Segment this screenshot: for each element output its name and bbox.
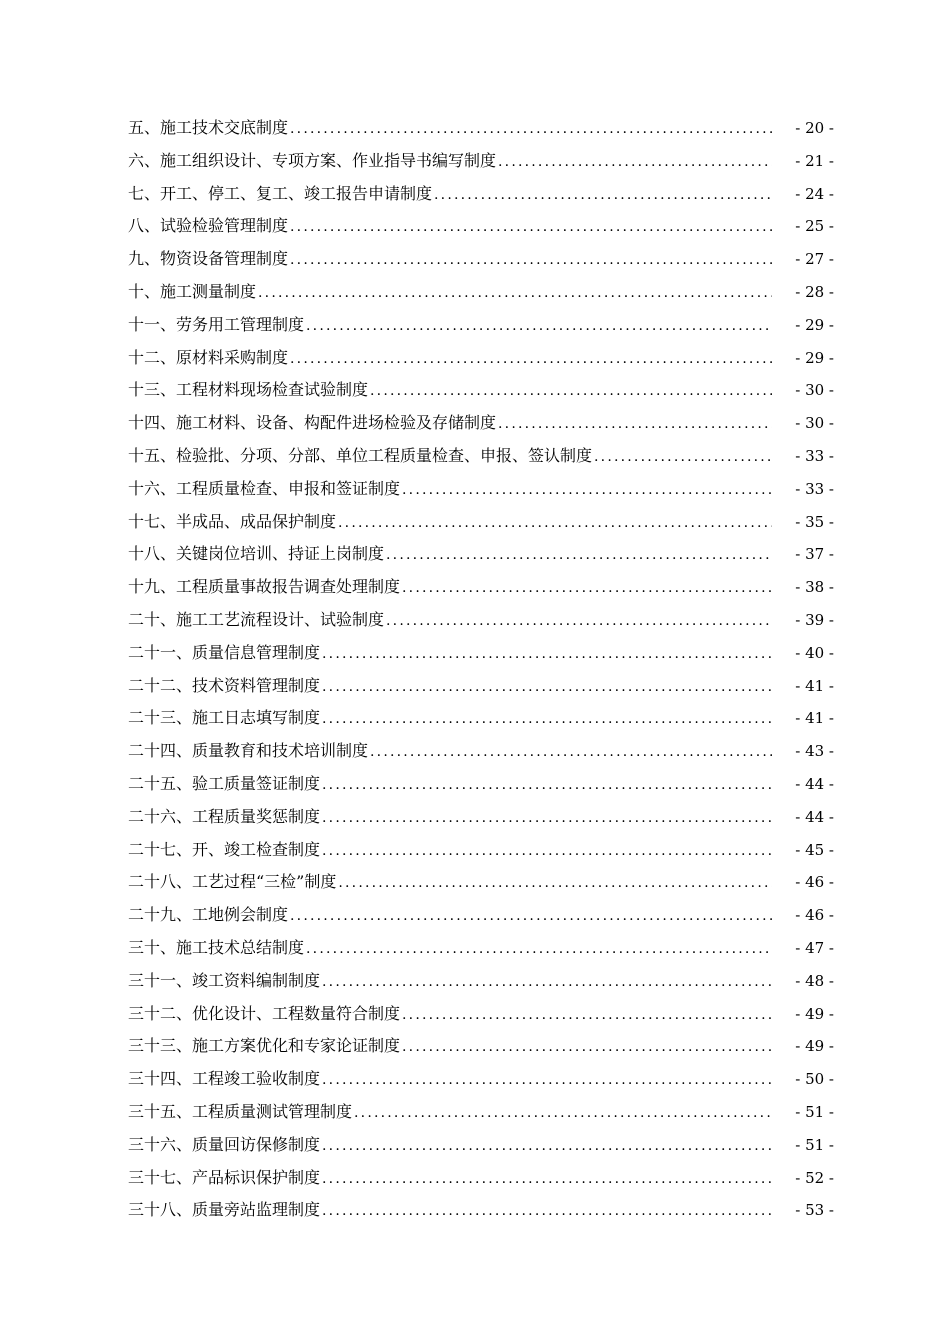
toc-entry[interactable] xyxy=(128,735,834,768)
toc-entry[interactable] xyxy=(128,276,834,309)
toc-entry[interactable] xyxy=(128,342,834,375)
toc-dot-leader xyxy=(338,867,772,899)
toc-entry[interactable] xyxy=(128,178,834,211)
toc-entry-title: 三十一、竣工资料编制制度 xyxy=(128,970,321,990)
toc-entry-title: 三十二、优化设计、工程数量符合制度 xyxy=(128,1003,401,1023)
toc-entry-page-number: - 45 - xyxy=(795,840,834,859)
toc-entry-title: 七、开工、停工、复工、竣工报告申请制度 xyxy=(128,183,433,203)
toc-dot-leader xyxy=(290,113,772,145)
toc-entry-title: 十三、工程材料现场检查试验制度 xyxy=(128,380,369,400)
toc-entry-page-number: - 39 - xyxy=(795,610,834,629)
toc-entry-title: 二十八、工艺过程“三检”制度 xyxy=(128,872,337,892)
toc-dot-leader xyxy=(322,835,772,867)
toc-entry-title: 十、施工测量制度 xyxy=(128,281,257,301)
toc-entry-title: 三十四、工程竣工验收制度 xyxy=(128,1069,321,1089)
toc-dot-leader xyxy=(386,605,772,637)
toc-entry-page-number: - 50 - xyxy=(795,1070,834,1089)
toc-entry[interactable] xyxy=(128,899,834,932)
toc-entry-title: 三十六、质量回访保修制度 xyxy=(128,1134,321,1154)
toc-entry[interactable] xyxy=(128,768,834,801)
toc-entry[interactable] xyxy=(128,309,834,342)
toc-dot-leader xyxy=(322,1195,772,1227)
toc-dot-leader xyxy=(322,671,772,703)
toc-entry-title: 十七、半成品、成品保护制度 xyxy=(128,511,337,531)
toc-dot-leader xyxy=(370,736,772,768)
toc-entry-page-number: - 52 - xyxy=(795,1168,834,1187)
toc-entry-page-number: - 25 - xyxy=(795,217,834,236)
toc-entry-page-number: - 46 - xyxy=(795,906,834,925)
toc-entry-title: 二十二、技术资料管理制度 xyxy=(128,675,321,695)
toc-dot-leader xyxy=(322,769,772,801)
toc-entry-title: 二十九、工地例会制度 xyxy=(128,905,289,925)
toc-entry[interactable] xyxy=(128,1030,834,1063)
toc-entry-page-number: - 47 - xyxy=(795,938,834,957)
toc-entry[interactable] xyxy=(128,407,834,440)
toc-entry-title: 二十四、质量教育和技术培训制度 xyxy=(128,741,369,761)
toc-entry-title: 十五、检验批、分项、分部、单位工程质量检查、申报、签认制度 xyxy=(128,445,593,465)
toc-entry[interactable] xyxy=(128,637,834,670)
toc-dot-leader xyxy=(322,1163,772,1195)
toc-entry-title: 十二、原材料采购制度 xyxy=(128,347,289,367)
toc-dot-leader xyxy=(258,277,772,309)
toc-entry-page-number: - 27 - xyxy=(795,250,834,269)
toc-entry-page-number: - 41 - xyxy=(795,676,834,695)
toc-entry[interactable] xyxy=(128,1194,834,1227)
toc-dot-leader xyxy=(402,999,772,1031)
toc-entry-title: 十九、工程质量事故报告调查处理制度 xyxy=(128,577,401,597)
toc-entry-title: 三十五、工程质量测试管理制度 xyxy=(128,1101,353,1121)
toc-entry[interactable] xyxy=(128,145,834,178)
toc-entry-title: 二十一、质量信息管理制度 xyxy=(128,642,321,662)
toc-entry-title: 二十三、施工日志填写制度 xyxy=(128,708,321,728)
toc-entry-title: 十一、劳务用工管理制度 xyxy=(128,314,305,334)
toc-dot-leader xyxy=(498,408,772,440)
toc-entry[interactable] xyxy=(128,834,834,867)
toc-entry[interactable] xyxy=(128,932,834,965)
toc-dot-leader xyxy=(338,507,772,539)
table-of-contents xyxy=(128,112,834,1227)
toc-dot-leader xyxy=(306,933,772,965)
toc-entry-page-number: - 21 - xyxy=(795,151,834,170)
toc-dot-leader xyxy=(290,244,772,276)
toc-entry-page-number: - 29 - xyxy=(795,315,834,334)
toc-entry-title: 十四、施工材料、设备、构配件进场检验及存储制度 xyxy=(128,413,497,433)
toc-entry-page-number: - 46 - xyxy=(795,873,834,892)
toc-entry-page-number: - 30 - xyxy=(795,381,834,400)
toc-entry-title: 二十七、开、竣工检查制度 xyxy=(128,839,321,859)
toc-entry-page-number: - 33 - xyxy=(795,446,834,465)
toc-entry[interactable] xyxy=(128,1129,834,1162)
toc-dot-leader xyxy=(594,441,772,473)
toc-entry-page-number: - 30 - xyxy=(795,414,834,433)
toc-entry-page-number: - 44 - xyxy=(795,774,834,793)
toc-entry[interactable] xyxy=(128,801,834,834)
toc-entry-title: 二十六、工程质量奖惩制度 xyxy=(128,806,321,826)
toc-entry[interactable] xyxy=(128,1162,834,1195)
toc-entry[interactable] xyxy=(128,965,834,998)
toc-entry-page-number: - 41 - xyxy=(795,709,834,728)
toc-dot-leader xyxy=(370,375,772,407)
toc-entry[interactable] xyxy=(128,374,834,407)
toc-entry-page-number: - 33 - xyxy=(795,479,834,498)
toc-dot-leader xyxy=(290,211,772,243)
toc-dot-leader xyxy=(290,343,772,375)
toc-entry[interactable] xyxy=(128,440,834,473)
toc-entry-page-number: - 35 - xyxy=(795,512,834,531)
toc-entry-page-number: - 38 - xyxy=(795,578,834,597)
toc-dot-leader xyxy=(402,1031,772,1063)
toc-entry-page-number: - 28 - xyxy=(795,282,834,301)
toc-entry[interactable] xyxy=(128,1063,834,1096)
toc-entry-title: 三十、施工技术总结制度 xyxy=(128,937,305,957)
toc-entry-page-number: - 48 - xyxy=(795,971,834,990)
toc-dot-leader xyxy=(322,966,772,998)
toc-entry-page-number: - 24 - xyxy=(795,184,834,203)
toc-entry-title: 二十五、验工质量签证制度 xyxy=(128,773,321,793)
toc-entry-page-number: - 43 - xyxy=(795,742,834,761)
toc-dot-leader xyxy=(434,179,772,211)
toc-entry[interactable] xyxy=(128,702,834,735)
toc-entry-title: 六、施工组织设计、专项方案、作业指导书编写制度 xyxy=(128,150,497,170)
toc-dot-leader xyxy=(402,572,772,604)
toc-entry[interactable] xyxy=(128,538,834,571)
toc-entry[interactable] xyxy=(128,210,834,243)
toc-dot-leader xyxy=(322,802,772,834)
toc-entry-title: 三十七、产品标识保护制度 xyxy=(128,1167,321,1187)
toc-entry-page-number: - 40 - xyxy=(795,643,834,662)
toc-dot-leader xyxy=(402,474,772,506)
toc-entry[interactable] xyxy=(128,866,834,899)
toc-entry-page-number: - 49 - xyxy=(795,1004,834,1023)
toc-entry-page-number: - 49 - xyxy=(795,1037,834,1056)
toc-entry[interactable] xyxy=(128,604,834,637)
toc-entry[interactable] xyxy=(128,243,834,276)
toc-entry-page-number: - 37 - xyxy=(795,545,834,564)
toc-entry-title: 三十八、质量旁站监理制度 xyxy=(128,1200,321,1220)
toc-dot-leader xyxy=(498,146,772,178)
toc-dot-leader xyxy=(322,1130,772,1162)
toc-entry-title: 十六、工程质量检查、申报和签证制度 xyxy=(128,478,401,498)
toc-entry-page-number: - 53 - xyxy=(795,1201,834,1220)
toc-dot-leader xyxy=(386,539,772,571)
toc-entry-page-number: - 29 - xyxy=(795,348,834,367)
toc-entry-title: 五、施工技术交底制度 xyxy=(128,118,289,137)
toc-entry[interactable] xyxy=(128,670,834,703)
toc-entry-title: 三十三、施工方案优化和专家论证制度 xyxy=(128,1036,401,1056)
toc-entry-title: 八、试验检验管理制度 xyxy=(128,216,289,236)
toc-entry-title: 二十、施工工艺流程设计、试验制度 xyxy=(128,609,385,629)
toc-entry-title: 十八、关键岗位培训、持证上岗制度 xyxy=(128,544,385,564)
toc-entry-page-number: - 20 - xyxy=(795,119,834,137)
toc-entry-title: 九、物资设备管理制度 xyxy=(128,249,289,269)
toc-dot-leader xyxy=(290,900,772,932)
toc-entry[interactable] xyxy=(128,473,834,506)
toc-dot-leader xyxy=(322,638,772,670)
toc-entry[interactable] xyxy=(128,1096,834,1129)
toc-entry-page-number: - 51 - xyxy=(795,1135,834,1154)
toc-entry[interactable] xyxy=(128,998,834,1031)
toc-dot-leader xyxy=(322,1064,772,1096)
toc-entry[interactable] xyxy=(128,571,834,604)
toc-dot-leader xyxy=(322,703,772,735)
toc-entry-page-number: - 44 - xyxy=(795,807,834,826)
toc-dot-leader xyxy=(306,310,772,342)
toc-dot-leader xyxy=(354,1097,772,1129)
toc-entry[interactable] xyxy=(128,112,834,145)
toc-entry[interactable] xyxy=(128,506,834,539)
toc-entry-page-number: - 51 - xyxy=(795,1102,834,1121)
